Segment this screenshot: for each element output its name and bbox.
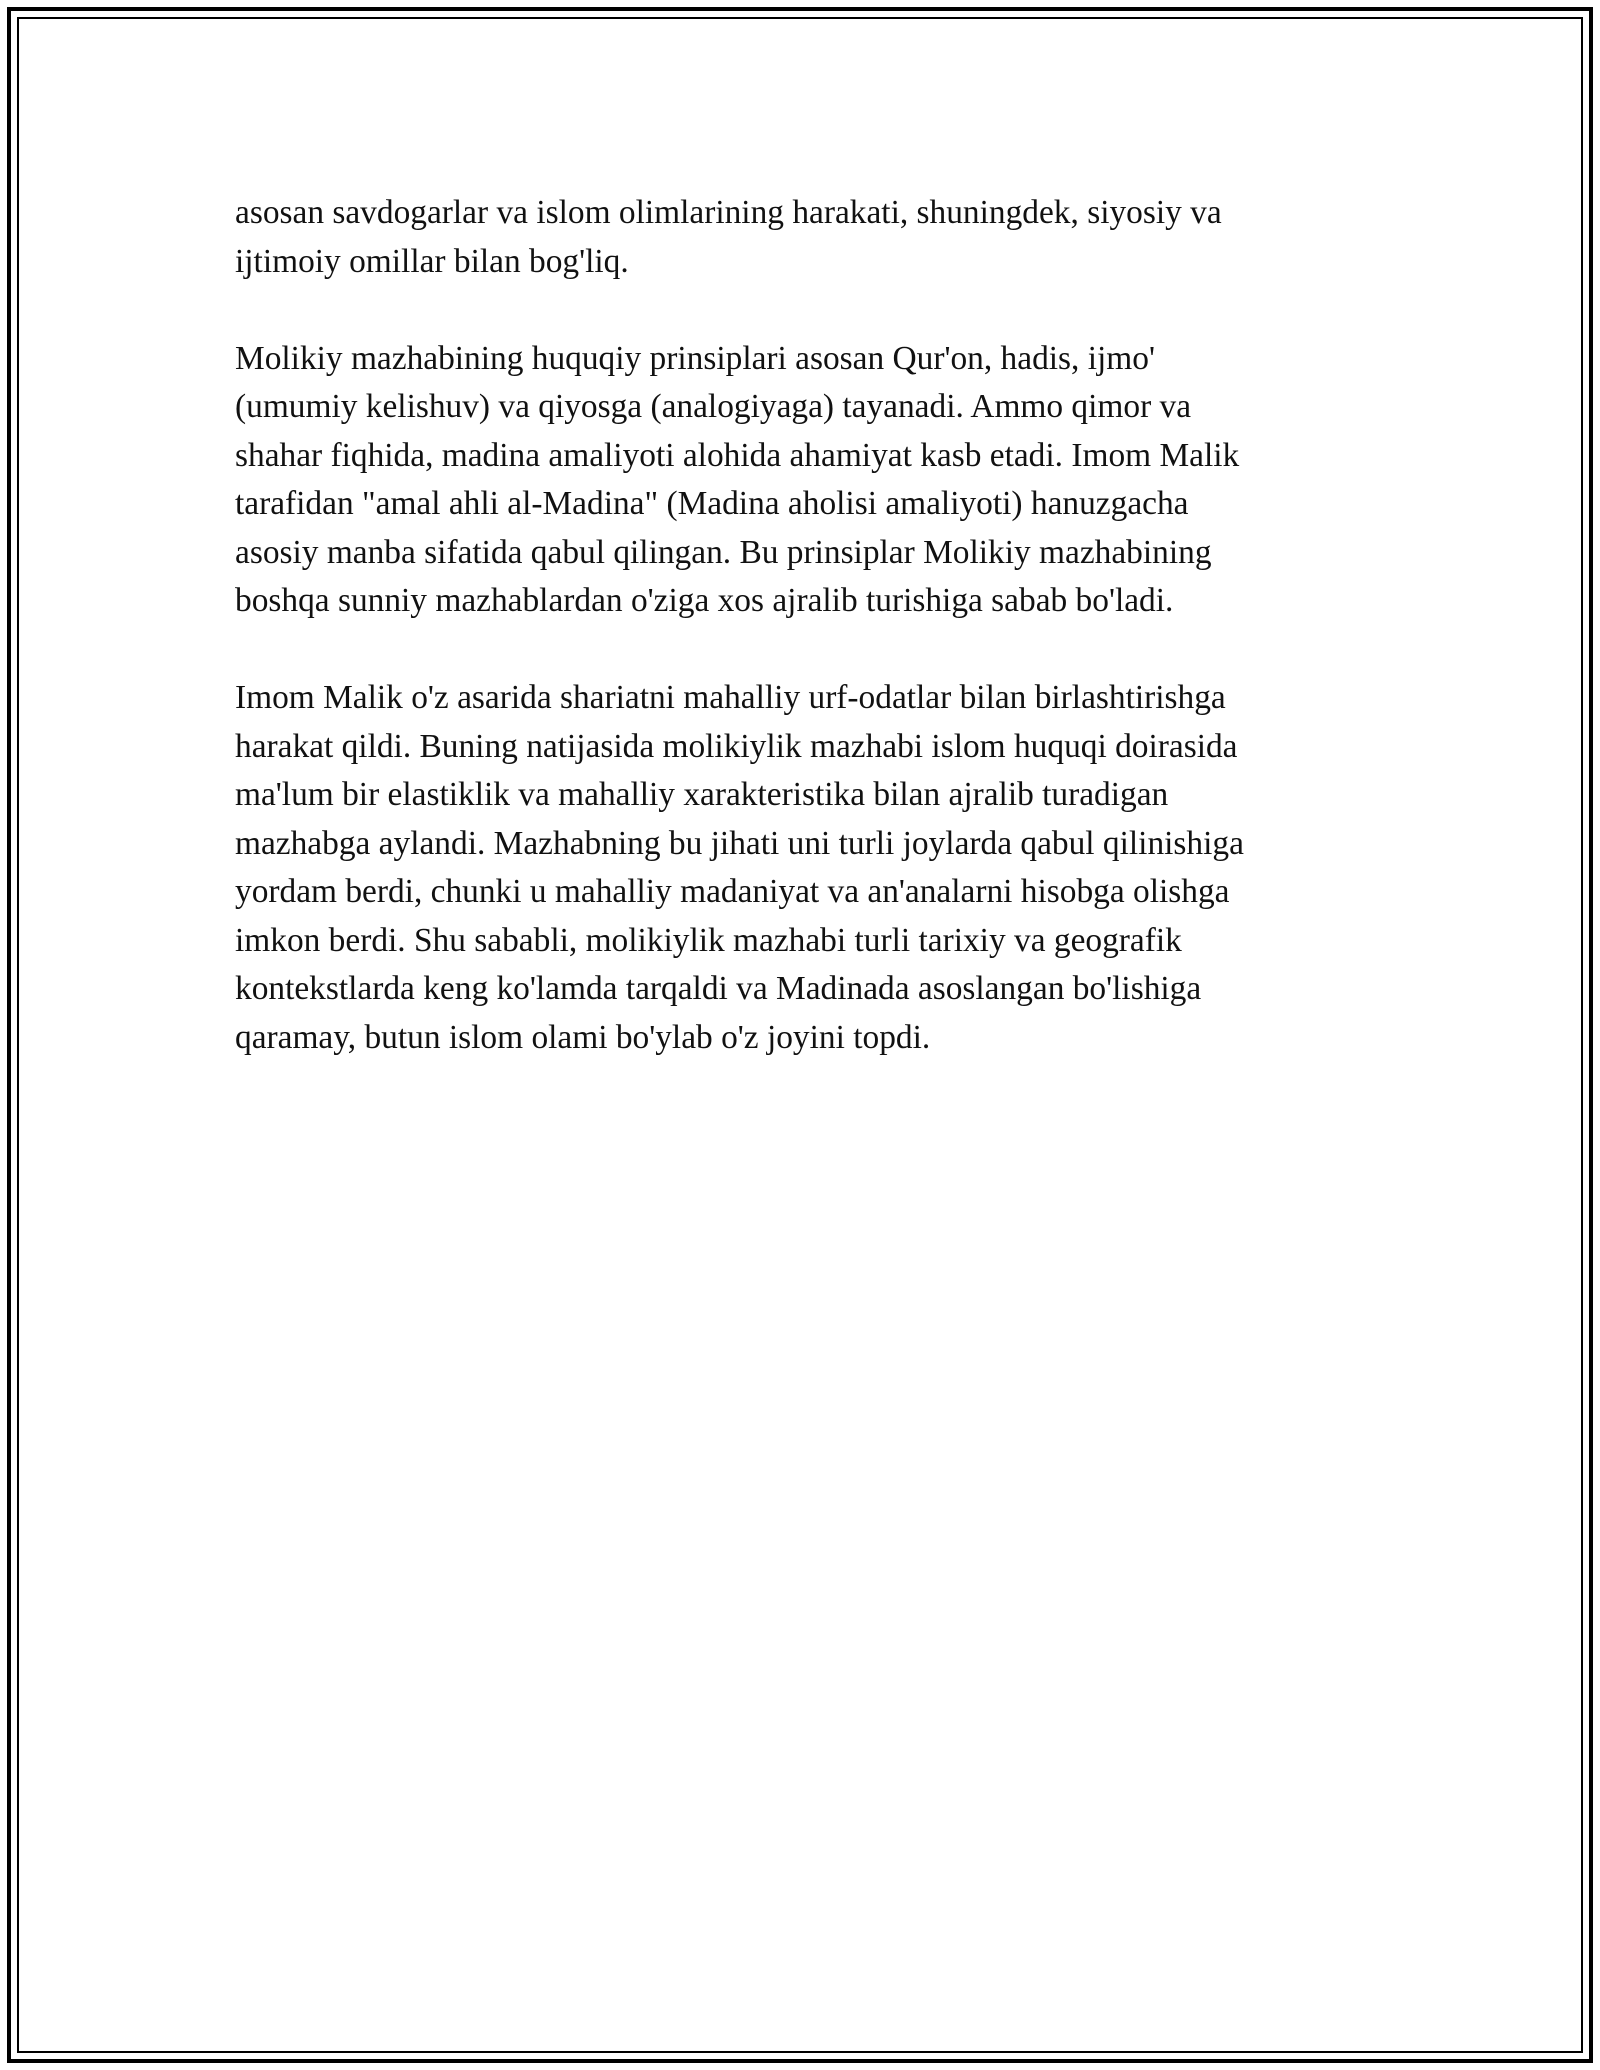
paragraph-1 [235,189,1365,286]
paragraph-line: shahar fiqhida, madina amaliyoti alohida ahamiyat kasb etadi. Imom Malik [235,436,1240,474]
paragraph-line: yordam berdi, chunki u mahalliy madaniyat va an'analarni hisobga olishga [235,873,1230,910]
paragraph-line: ma'lum bir elastiklik va mahalliy xarakteristika bilan ajralib turadigan [235,776,1169,813]
paragraph-line: qaramay, butun islom olami bo'ylab o'z joyini topdi. [235,1018,931,1056]
paragraph-line: mazhabga aylandi. Mazhabning bu jihati uni turli joylarda qabul qilinishiga [235,824,1244,862]
paragraph-line: Imom Malik o'z asarida shariatni mahalliy urf-odatlar bilan birlashtirishga [235,679,1226,716]
paragraph-line: ijtimoiy omillar bilan bog'liq. [235,242,629,280]
document-body [235,189,1365,1111]
paragraph-line: kontekstlarda keng ko'lamda tarqaldi va Madinada asoslangan bo'lishiga [235,970,1202,1007]
paragraph-line: tarafidan "amal ahli al-Madina" (Madina aholisi amaliyoti) hanuzgacha [235,485,1189,522]
paragraph-3 [235,674,1365,1062]
paragraph-line: imkon berdi. Shu sababli, molikiylik mazhabi turli tarixiy va geografik [235,921,1182,959]
paragraph-line: (umumiy kelishuv) va qiyosga (analogiyaga) tayanadi. Ammo qimor va [235,388,1192,425]
paragraph-line: harakat qildi. Buning natijasida molikiylik mazhabi islom huquqi doirasida [235,727,1238,765]
paragraph-line: asosiy manba sifatida qabul qilingan. Bu prinsiplar Molikiy mazhabining [235,533,1212,571]
paragraph-line: Molikiy mazhabining huquqiy prinsiplari asosan Qur'on, hadis, ijmo' [235,339,1155,377]
paragraph-line: asosan savdogarlar va islom olimlarining harakati, shuningdek, siyosiy va [235,194,1222,231]
paragraph-2 [235,335,1365,626]
paragraph-line: boshqa sunniy mazhablardan o'ziga xos ajralib turishiga sabab bo'ladi. [235,582,1174,619]
